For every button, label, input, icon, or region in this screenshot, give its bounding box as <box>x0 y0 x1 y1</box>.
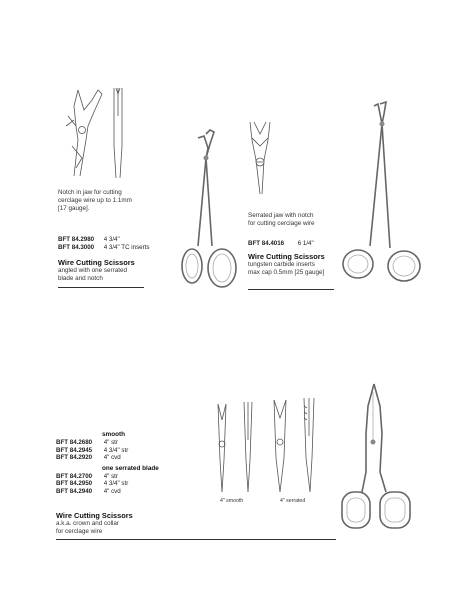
section1-note <box>58 189 158 213</box>
catalog-code: BFT 84.4016 <box>248 240 285 247</box>
product-title: Wire Cutting Scissors <box>56 511 133 520</box>
product-subtitle-line: angled with one serrated <box>58 267 127 274</box>
crown-and-collar-scissors-image <box>338 382 418 550</box>
catalog-code: BFT 84.2950 <box>56 480 93 488</box>
catalog-desc: 4 3/4" TC inserts <box>103 243 150 251</box>
section3-product-title-block <box>56 511 166 536</box>
note-line: Serrated jaw with notch <box>248 212 314 219</box>
catalog-row <box>58 236 150 244</box>
catalog-code: BFT 84.2940 <box>56 487 93 495</box>
catalog-row <box>56 439 159 447</box>
catalog-code: BFT 84.2980 <box>58 236 95 243</box>
group-header: one serrated blade <box>102 464 159 472</box>
group-header: smooth <box>102 431 126 438</box>
product-subtitle-line: max cap 0.5mm [25 gauge] <box>248 269 325 276</box>
catalog-desc: 4 3/4" <box>103 236 120 243</box>
catalog-row <box>56 447 159 455</box>
tungsten-carbide-wire-cutting-scissors-image <box>340 100 430 285</box>
catalog-row <box>58 244 150 252</box>
angled-jaw-detail-drawing <box>62 86 132 178</box>
figure-caption-serrated: 4" serrated <box>280 498 306 504</box>
smooth-blade-detail-drawing <box>208 400 264 500</box>
catalog-desc: 6 1/4" <box>297 240 314 247</box>
section2-product-title-block <box>248 252 348 277</box>
product-subtitle-line: blade and notch <box>58 275 103 282</box>
section1-rule <box>58 287 144 288</box>
catalog-code: BFT 84.3000 <box>58 243 95 251</box>
product-subtitle-line: tungsten carbide inserts <box>248 261 315 268</box>
catalog-row <box>56 454 159 462</box>
section2-rule <box>248 289 334 290</box>
catalog-desc: 4 3/4" str <box>103 480 129 488</box>
catalog-desc: 4 3/4" str <box>103 446 129 454</box>
serrated-jaw-detail-drawing <box>246 120 276 196</box>
catalog-code: BFT 84.2945 <box>56 446 93 454</box>
product-subtitle-line: for cerclage wire <box>56 528 103 535</box>
note-line: Notch in jaw for cutting <box>58 189 122 196</box>
figure-caption-smooth: 4" smooth <box>220 498 244 504</box>
catalog-code: BFT 84.2700 <box>56 472 93 480</box>
catalog-desc: 4" str <box>103 472 118 480</box>
catalog-row <box>56 480 159 488</box>
catalog-desc: 4" cvd <box>103 454 121 462</box>
catalog-row <box>56 488 159 496</box>
section2-catalog-list <box>248 240 314 248</box>
catalog-desc: 4" str <box>103 439 118 446</box>
note-line: cerclage wire up to 1.1mm <box>58 197 132 204</box>
section3-catalog-list <box>56 431 159 496</box>
catalog-row <box>56 473 159 481</box>
angled-wire-cutting-scissors-image <box>180 128 250 298</box>
note-line: for cutting cerclage wire <box>248 220 315 227</box>
section2-note <box>248 212 348 228</box>
section3-rule <box>56 539 336 540</box>
section1-product-title-block <box>58 258 168 283</box>
catalog-row <box>248 240 314 248</box>
product-title: Wire Cutting Scissors <box>58 258 135 267</box>
section1-catalog-list <box>58 236 150 251</box>
note-line: [17 gauge]. <box>58 205 90 212</box>
catalog-code: BFT 84.2680 <box>56 439 93 446</box>
product-subtitle-line: a.k.a. crown and collar <box>56 520 119 527</box>
catalog-code: BFT 84.2920 <box>56 454 93 462</box>
catalog-desc: 4" cvd <box>103 487 121 495</box>
product-title: Wire Cutting Scissors <box>248 252 325 261</box>
serrated-blade-detail-drawing <box>264 396 324 500</box>
